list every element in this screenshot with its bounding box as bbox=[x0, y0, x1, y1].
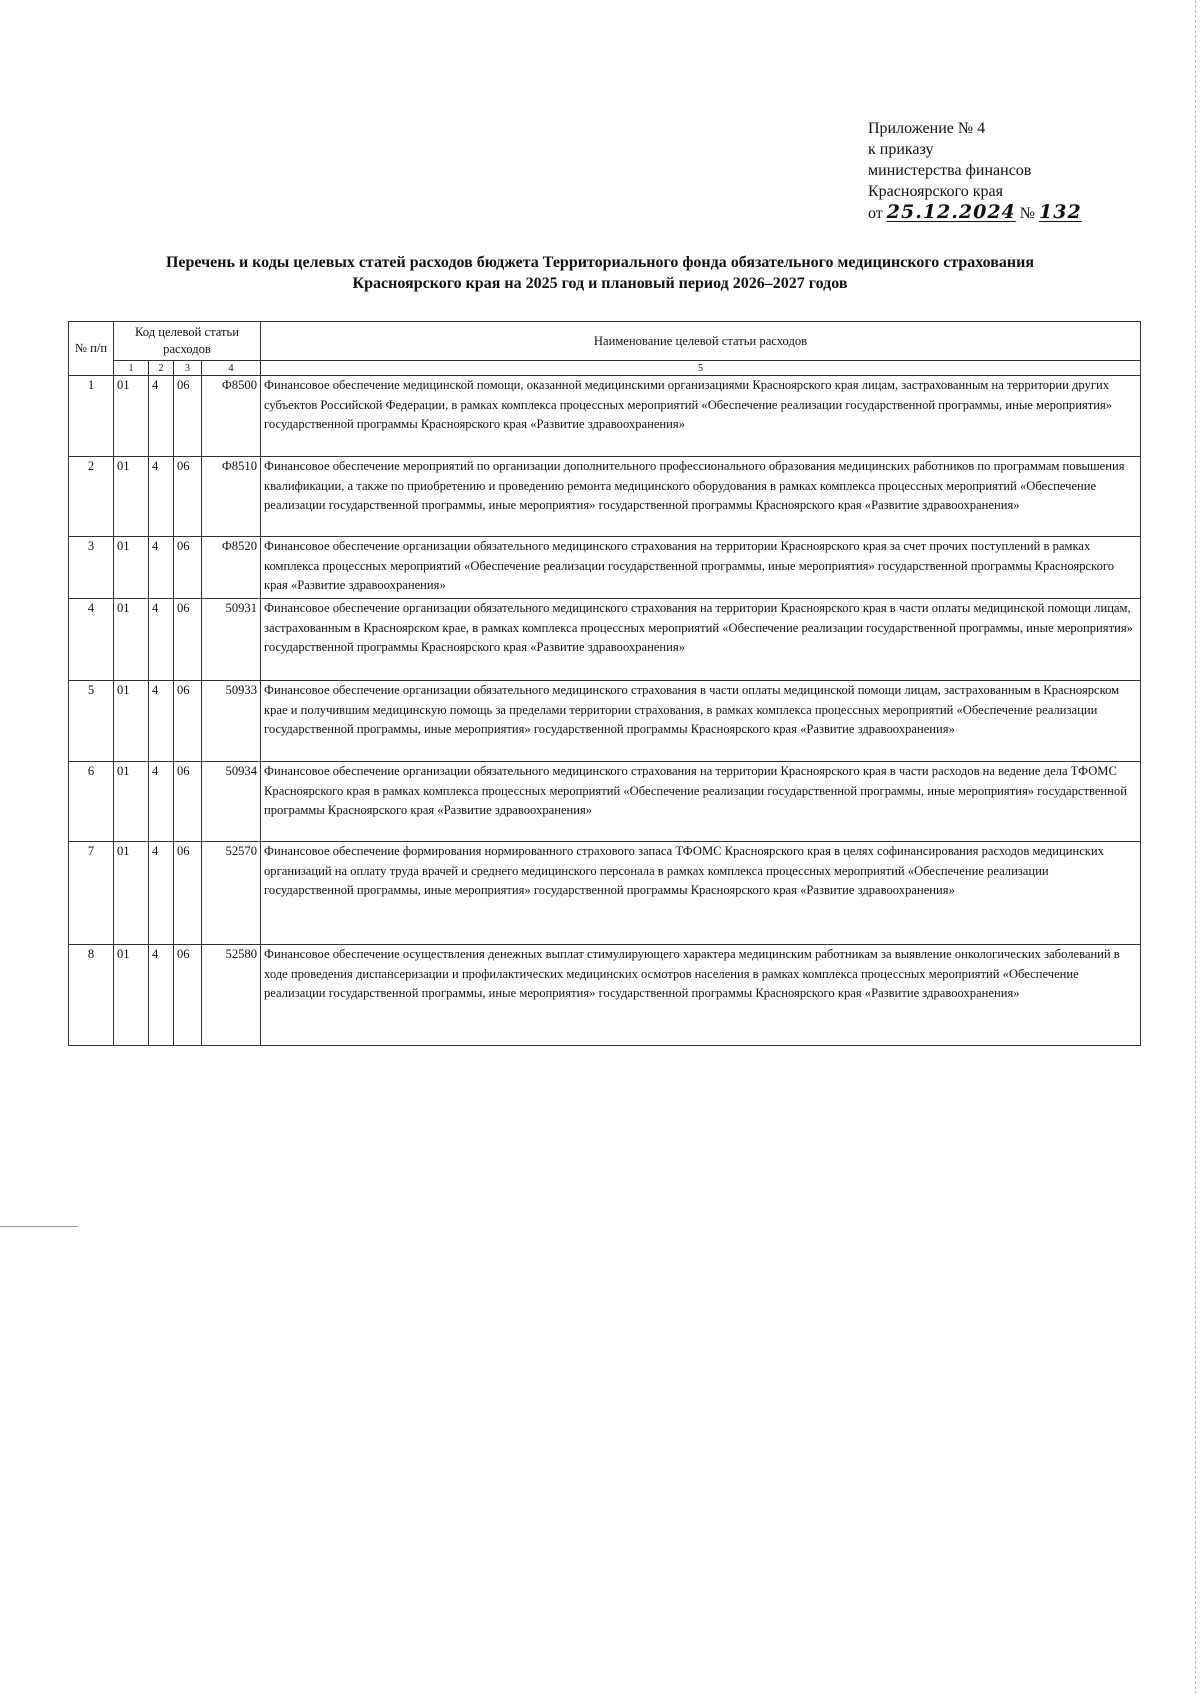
table-row bbox=[69, 762, 1141, 842]
code-complex: 06 bbox=[174, 762, 202, 842]
handwritten-date: 25.12.2024 bbox=[886, 201, 1016, 223]
code-program: 01 bbox=[114, 537, 149, 599]
column-number: 2 bbox=[149, 361, 174, 376]
code-program: 01 bbox=[114, 681, 149, 762]
expense-name: Финансовое обеспечение мероприятий по организации дополнительного профессионального образования медицинских работников по программам повышения квалификации, а также по приобретению и проведению ремонта медицинского оборудования в рамках комплекса процессных мероприятий «Обеспечение реализации государственной программы, иные мероприятия» государственной программы Красноярского края «Развитие здравоохранения» bbox=[261, 457, 1141, 537]
header-code: Код целевой статьи расходов bbox=[114, 322, 261, 361]
expense-name: Финансовое обеспечение осуществления денежных выплат стимулирующего характера медицинским работникам за выявление онкологических заболеваний в ходе проведения диспансеризации и профилактических медицинских осмотров населения в рамках комплекса процессных мероприятий «Обеспечение реализации государственной программы, иные мероприятия» государственной программы Красноярского края «Развитие здравоохранения» bbox=[261, 945, 1141, 1046]
approval-line: Красноярского края bbox=[868, 183, 1003, 200]
code-program: 01 bbox=[114, 945, 149, 1046]
date-prefix: от bbox=[868, 205, 883, 222]
table-row bbox=[69, 376, 1141, 457]
code-type: 4 bbox=[149, 376, 174, 457]
table-header-row bbox=[69, 322, 1141, 361]
title-line-2: Красноярского края на 2025 год и плановый период 2026–2027 годов bbox=[352, 275, 848, 292]
header-num: № п/п bbox=[69, 322, 114, 376]
code-direction: 52570 bbox=[202, 842, 261, 945]
code-complex: 06 bbox=[174, 537, 202, 599]
row-number: 6 bbox=[69, 762, 114, 842]
code-program: 01 bbox=[114, 376, 149, 457]
code-direction: 50933 bbox=[202, 681, 261, 762]
code-direction: 50931 bbox=[202, 599, 261, 681]
code-complex: 06 bbox=[174, 842, 202, 945]
approval-line: Приложение № 4 bbox=[868, 120, 986, 137]
code-direction: Ф8500 bbox=[202, 376, 261, 457]
approval-line: министерства финансов bbox=[868, 162, 1032, 179]
row-number: 4 bbox=[69, 599, 114, 681]
code-type: 4 bbox=[149, 945, 174, 1046]
table-row bbox=[69, 945, 1141, 1046]
code-complex: 06 bbox=[174, 457, 202, 537]
code-type: 4 bbox=[149, 762, 174, 842]
column-number-row bbox=[69, 361, 1141, 376]
code-complex: 06 bbox=[174, 681, 202, 762]
budget-codes-table bbox=[68, 321, 1141, 1046]
code-program: 01 bbox=[114, 842, 149, 945]
number-prefix: № bbox=[1019, 205, 1036, 222]
expense-name: Финансовое обеспечение организации обязательного медицинского страхования в части оплаты медицинской помощи лицам, застрахованным в Красноярском крае и получившим медицинскую помощь за пределами территории страхования, в рамках комплекса процессных мероприятий «Обеспечение реализации государственной программы, иные мероприятия» государственной программы Красноярского края «Развитие здравоохранения» bbox=[261, 681, 1141, 762]
code-type: 4 bbox=[149, 537, 174, 599]
code-type: 4 bbox=[149, 681, 174, 762]
code-direction: Ф8510 bbox=[202, 457, 261, 537]
code-direction: 50934 bbox=[202, 762, 261, 842]
code-complex: 06 bbox=[174, 376, 202, 457]
code-type: 4 bbox=[149, 599, 174, 681]
row-number: 3 bbox=[69, 537, 114, 599]
code-program: 01 bbox=[114, 762, 149, 842]
title-line-1: Перечень и коды целевых статей расходов бюджета Территориального фонда обязательного медицинского страхования bbox=[165, 254, 1035, 271]
header-name: Наименование целевой статьи расходов bbox=[261, 322, 1141, 361]
code-direction: 52580 bbox=[202, 945, 261, 1046]
table-row bbox=[69, 842, 1141, 945]
scan-mark bbox=[0, 1226, 78, 1227]
document-title bbox=[60, 252, 1140, 294]
approval-line: к приказу bbox=[868, 141, 934, 158]
column-number: 5 bbox=[261, 361, 1141, 376]
row-number: 7 bbox=[69, 842, 114, 945]
table-row bbox=[69, 537, 1141, 599]
approval-date-line bbox=[868, 202, 1082, 224]
row-number: 8 bbox=[69, 945, 114, 1046]
code-complex: 06 bbox=[174, 599, 202, 681]
table-row bbox=[69, 457, 1141, 537]
table-row bbox=[69, 599, 1141, 681]
column-number: 3 bbox=[174, 361, 202, 376]
expense-name: Финансовое обеспечение медицинской помощи, оказанной медицинскими организациями Красноярского края лицам, застрахованным на территории других субъектов Российской Федерации, в рамках комплекса процессных мероприятий «Обеспечение реализации государственной программы, иные мероприятия» государственной программы Красноярского края «Развитие здравоохранения» bbox=[261, 376, 1141, 457]
row-number: 2 bbox=[69, 457, 114, 537]
code-program: 01 bbox=[114, 599, 149, 681]
handwritten-number: 132 bbox=[1039, 201, 1082, 223]
expense-name: Финансовое обеспечение организации обязательного медицинского страхования на территории Красноярского края в части оплаты медицинской помощи лицам, застрахованным в Красноярском крае, в рамках комплекса процессных мероприятий «Обеспечение реализации государственной программы, иные мероприятия» государственной программы Красноярского края «Развитие здравоохранения» bbox=[261, 599, 1141, 681]
approval-stamp bbox=[868, 118, 1082, 224]
row-number: 1 bbox=[69, 376, 114, 457]
code-type: 4 bbox=[149, 457, 174, 537]
code-program: 01 bbox=[114, 457, 149, 537]
row-number: 5 bbox=[69, 681, 114, 762]
code-direction: Ф8520 bbox=[202, 537, 261, 599]
expense-name: Финансовое обеспечение организации обязательного медицинского страхования на территории Красноярского края за счет прочих поступлений в рамках комплекса процессных мероприятий «Обеспечение реализации государственной программы, иные мероприятия» государственной программы Красноярского края «Развитие здравоохранения» bbox=[261, 537, 1141, 599]
expense-name: Финансовое обеспечение организации обязательного медицинского страхования на территории Красноярского края в части расходов на ведение дела ТФОМС Красноярского края в рамках комплекса процессных мероприятий «Обеспечение реализации государственной программы, иные мероприятия» государственной программы Красноярского края «Развитие здравоохранения» bbox=[261, 762, 1141, 842]
column-number: 1 bbox=[114, 361, 149, 376]
expense-name: Финансовое обеспечение формирования нормированного страхового запаса ТФОМС Красноярского края в целях софинансирования расходов медицинских организаций на оплату труда врачей и среднего медицинского персонала в рамках комплекса процессных мероприятий «Обеспечение реализации государственной программы, иные мероприятия» государственной программы Красноярского края «Развитие здравоохранения» bbox=[261, 842, 1141, 945]
code-complex: 06 bbox=[174, 945, 202, 1046]
page-edge bbox=[1194, 0, 1196, 1694]
code-type: 4 bbox=[149, 842, 174, 945]
table-row bbox=[69, 681, 1141, 762]
column-number: 4 bbox=[202, 361, 261, 376]
